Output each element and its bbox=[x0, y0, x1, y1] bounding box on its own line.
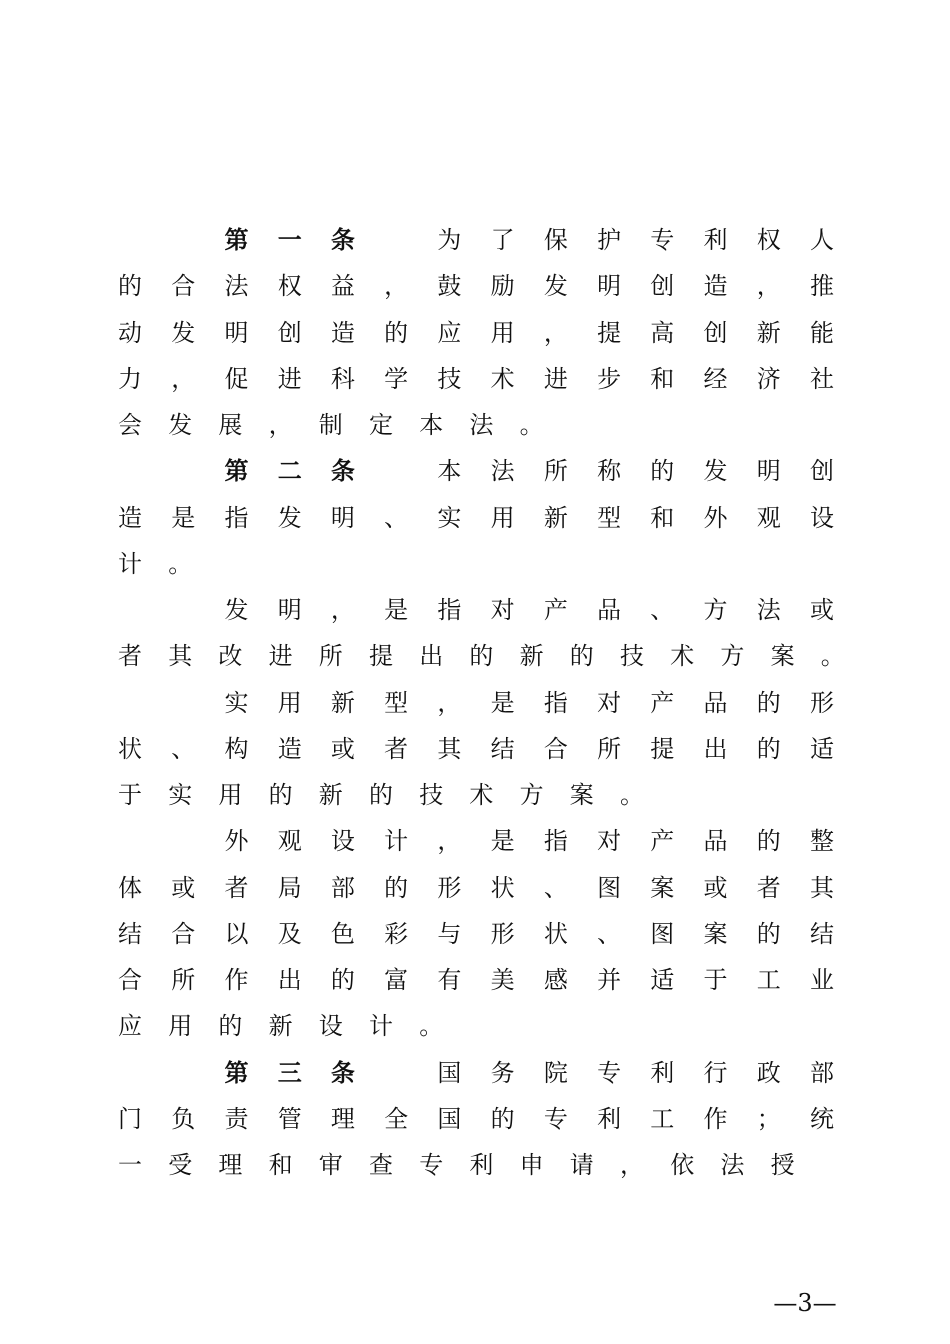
text-char: 品 bbox=[597, 596, 622, 624]
text-char: 所 bbox=[597, 734, 622, 763]
text-char: 应 bbox=[118, 1012, 142, 1041]
text-char: 授 bbox=[770, 1151, 795, 1179]
text-char: 者 bbox=[224, 873, 249, 902]
text-char: 、 bbox=[384, 503, 409, 532]
text-char: 政 bbox=[756, 1058, 781, 1087]
text-char: 造 bbox=[330, 318, 355, 347]
text-line bbox=[0, 502, 950, 548]
text-char: ， bbox=[437, 827, 462, 856]
text-char: 行 bbox=[703, 1058, 728, 1087]
text-line bbox=[0, 1057, 950, 1103]
text-char: 国 bbox=[437, 1104, 462, 1133]
text-char: 观 bbox=[756, 503, 781, 532]
text-char: 出 bbox=[703, 734, 728, 763]
text-char: 工 bbox=[650, 1104, 675, 1133]
text-char: 专 bbox=[543, 1104, 568, 1133]
text-line bbox=[0, 825, 950, 871]
text-char: ， bbox=[543, 318, 568, 347]
text-char: 品 bbox=[703, 827, 728, 856]
text-char: 图 bbox=[650, 919, 675, 948]
text-line bbox=[0, 363, 950, 409]
text-char: 结 bbox=[490, 734, 515, 763]
text-char: 的 bbox=[268, 781, 293, 809]
text-char: 、 bbox=[543, 873, 568, 902]
text-char: 明 bbox=[224, 318, 249, 347]
article-heading-char: 二 bbox=[277, 457, 302, 486]
text-char: 的 bbox=[218, 1012, 243, 1041]
text-char: 案 bbox=[650, 873, 675, 902]
text-char: 所 bbox=[543, 457, 568, 486]
text-line bbox=[0, 409, 950, 455]
text-line bbox=[0, 455, 950, 501]
text-char: 与 bbox=[437, 919, 462, 948]
text-char: 指 bbox=[224, 503, 249, 532]
text-char: 务 bbox=[490, 1058, 515, 1087]
text-char: 并 bbox=[597, 966, 622, 994]
article-heading-char: 条 bbox=[330, 1058, 355, 1087]
text-char: 合 bbox=[543, 734, 568, 763]
text-char: 和 bbox=[650, 364, 675, 393]
text-char: 和 bbox=[268, 1151, 293, 1179]
text-char: 者 bbox=[118, 642, 142, 671]
text-char: 本 bbox=[419, 411, 444, 439]
text-char: 的 bbox=[384, 318, 409, 347]
text-line bbox=[0, 270, 950, 316]
text-char: 的 bbox=[490, 1104, 515, 1133]
text-char: 护 bbox=[597, 226, 622, 254]
text-char: 应 bbox=[437, 318, 462, 347]
text-char: 用 bbox=[168, 1012, 193, 1041]
text-char: 权 bbox=[756, 226, 781, 254]
text-char: 创 bbox=[277, 318, 302, 347]
text-char: 发 bbox=[171, 318, 196, 347]
article-heading-char: 第 bbox=[224, 1058, 249, 1087]
text-char: 进 bbox=[268, 642, 293, 671]
text-char: 设 bbox=[810, 503, 834, 532]
text-char: 者 bbox=[756, 873, 781, 902]
text-char: 。 bbox=[419, 1012, 444, 1041]
text-char: ， bbox=[756, 272, 781, 301]
text-line bbox=[0, 224, 950, 270]
text-char: 案 bbox=[770, 642, 795, 671]
text-char: 方 bbox=[703, 596, 728, 624]
text-char: 发 bbox=[543, 272, 568, 301]
text-char: 新 bbox=[268, 1012, 293, 1041]
text-char: 出 bbox=[419, 642, 444, 671]
text-char: 会 bbox=[118, 411, 142, 439]
article-heading-char: 第 bbox=[224, 457, 249, 486]
text-char: 学 bbox=[384, 364, 409, 393]
text-char: 局 bbox=[277, 873, 302, 902]
text-char: 对 bbox=[490, 596, 515, 624]
text-char: 计 bbox=[369, 1012, 393, 1041]
article-heading-char: 三 bbox=[277, 1058, 302, 1087]
text-char: 部 bbox=[330, 873, 355, 902]
text-char: 。 bbox=[168, 549, 193, 578]
text-line bbox=[0, 548, 950, 594]
text-char: 推 bbox=[810, 272, 834, 301]
text-char: 者 bbox=[384, 734, 409, 763]
text-char: 。 bbox=[519, 411, 544, 439]
text-char: 及 bbox=[277, 919, 302, 948]
text-char: 。 bbox=[820, 642, 845, 671]
text-char: 对 bbox=[597, 827, 622, 856]
text-char: 的 bbox=[330, 966, 355, 994]
text-char: 科 bbox=[330, 364, 355, 393]
text-char: ， bbox=[620, 1151, 644, 1179]
page-number: —3— bbox=[773, 1289, 837, 1317]
text-line bbox=[0, 964, 950, 1010]
text-char: 富 bbox=[384, 966, 409, 994]
text-char: 作 bbox=[224, 966, 249, 994]
text-char: 观 bbox=[277, 827, 302, 856]
text-char: 方 bbox=[519, 781, 544, 809]
text-char: 利 bbox=[650, 1058, 675, 1087]
text-char: 的 bbox=[756, 827, 781, 856]
text-char: 用 bbox=[490, 318, 515, 347]
text-char: 设 bbox=[330, 827, 355, 856]
text-char: 所 bbox=[318, 642, 343, 671]
text-line bbox=[0, 779, 950, 825]
text-char: 指 bbox=[543, 688, 568, 717]
text-char: 提 bbox=[369, 642, 393, 671]
text-char: 的 bbox=[469, 642, 494, 671]
text-char: 促 bbox=[224, 364, 249, 393]
text-char: 部 bbox=[810, 1058, 834, 1087]
text-char: 色 bbox=[330, 919, 355, 948]
text-char: 的 bbox=[756, 734, 781, 763]
text-char: 业 bbox=[810, 966, 834, 994]
text-char: 法 bbox=[490, 457, 515, 486]
text-char: 形 bbox=[490, 919, 515, 948]
text-char: 动 bbox=[118, 318, 142, 347]
text-line bbox=[0, 594, 950, 640]
text-char: 案 bbox=[569, 781, 594, 809]
text-char: 技 bbox=[620, 642, 644, 671]
text-char: 经 bbox=[703, 364, 728, 393]
text-char: 创 bbox=[810, 457, 834, 486]
text-char: 整 bbox=[810, 827, 834, 856]
text-char: 适 bbox=[650, 966, 675, 994]
text-char: 专 bbox=[650, 226, 675, 254]
text-char: 负 bbox=[171, 1104, 196, 1133]
text-line bbox=[0, 872, 950, 918]
text-char: 为 bbox=[437, 226, 462, 254]
text-char: 高 bbox=[650, 318, 675, 347]
text-line bbox=[0, 1103, 950, 1149]
text-char: 审 bbox=[318, 1151, 343, 1179]
text-char: 明 bbox=[330, 503, 355, 532]
text-char: 技 bbox=[419, 781, 444, 809]
text-char: 产 bbox=[650, 827, 675, 856]
text-char: 发 bbox=[703, 457, 728, 486]
text-char: 彩 bbox=[384, 919, 409, 948]
text-char: 有 bbox=[437, 966, 462, 994]
text-char: 构 bbox=[224, 734, 249, 763]
text-line bbox=[0, 640, 950, 686]
text-char: 理 bbox=[218, 1151, 243, 1179]
text-char: 鼓 bbox=[437, 272, 462, 301]
text-char: 、 bbox=[597, 919, 622, 948]
text-char: 于 bbox=[703, 966, 728, 994]
text-char: 用 bbox=[490, 503, 515, 532]
text-char: 、 bbox=[171, 734, 196, 763]
text-char: 其 bbox=[810, 873, 834, 902]
article-heading-char: 条 bbox=[330, 457, 355, 486]
text-char: 院 bbox=[543, 1058, 568, 1087]
text-char: 外 bbox=[224, 827, 249, 856]
text-char: 利 bbox=[597, 1104, 622, 1133]
text-line bbox=[0, 918, 950, 964]
text-char: 法 bbox=[756, 596, 781, 624]
text-char: 以 bbox=[224, 919, 249, 948]
text-char: 统 bbox=[810, 1104, 834, 1133]
text-char: 或 bbox=[703, 873, 728, 902]
text-char: 展 bbox=[218, 411, 243, 439]
text-char: 专 bbox=[597, 1058, 622, 1087]
text-char: 请 bbox=[569, 1151, 594, 1179]
text-char: 管 bbox=[277, 1104, 302, 1133]
text-char: 是 bbox=[490, 827, 515, 856]
text-char: 济 bbox=[756, 364, 781, 393]
text-char: 的 bbox=[650, 457, 675, 486]
text-char: 提 bbox=[597, 318, 622, 347]
text-char: 责 bbox=[224, 1104, 249, 1133]
text-char: 状 bbox=[490, 873, 515, 902]
text-char: 新 bbox=[543, 503, 568, 532]
text-char: 设 bbox=[318, 1012, 343, 1041]
text-char: 发 bbox=[224, 596, 249, 624]
text-char: 查 bbox=[369, 1151, 393, 1179]
text-char: 实 bbox=[168, 781, 193, 809]
text-char: ， bbox=[171, 364, 196, 393]
text-char: 新 bbox=[519, 642, 544, 671]
text-char: 状 bbox=[543, 919, 568, 948]
text-char: 制 bbox=[318, 411, 343, 439]
text-char: 品 bbox=[703, 688, 728, 717]
text-char: 的 bbox=[756, 919, 781, 948]
text-char: 法 bbox=[720, 1151, 745, 1179]
text-char: 指 bbox=[437, 596, 462, 624]
text-char: 权 bbox=[277, 272, 302, 301]
text-char: 新 bbox=[330, 688, 355, 717]
text-char: 是 bbox=[171, 503, 196, 532]
text-char: 法 bbox=[224, 272, 249, 301]
article-heading-char: 第 bbox=[224, 226, 249, 254]
text-char: 所 bbox=[171, 966, 196, 994]
text-char: 术 bbox=[490, 364, 515, 393]
article-heading-char: 条 bbox=[330, 226, 355, 254]
text-char: 型 bbox=[384, 688, 409, 717]
text-char: 用 bbox=[218, 781, 243, 809]
text-char: 技 bbox=[437, 364, 462, 393]
text-char: 产 bbox=[650, 688, 675, 717]
text-char: 出 bbox=[277, 966, 302, 994]
text-char: 创 bbox=[650, 272, 675, 301]
text-char: 明 bbox=[756, 457, 781, 486]
text-char: 进 bbox=[543, 364, 568, 393]
text-char: 新 bbox=[318, 781, 343, 809]
text-char: 益 bbox=[330, 272, 355, 301]
text-char: 或 bbox=[810, 596, 834, 624]
text-char: 是 bbox=[490, 688, 515, 717]
text-char: 案 bbox=[703, 919, 728, 948]
text-char: 改 bbox=[218, 642, 243, 671]
text-char: 产 bbox=[543, 596, 568, 624]
text-char: 实 bbox=[437, 503, 462, 532]
text-char: 结 bbox=[118, 919, 142, 948]
text-char: 对 bbox=[597, 688, 622, 717]
text-char: 其 bbox=[437, 734, 462, 763]
text-char: 社 bbox=[810, 364, 834, 393]
text-char: 指 bbox=[543, 827, 568, 856]
text-line bbox=[0, 317, 950, 363]
text-char: 受 bbox=[168, 1151, 193, 1179]
text-char: 用 bbox=[277, 688, 302, 717]
text-char: 计 bbox=[384, 827, 409, 856]
text-char: 和 bbox=[650, 503, 675, 532]
text-char: 方 bbox=[720, 642, 745, 671]
text-char: 图 bbox=[597, 873, 622, 902]
text-char: 称 bbox=[597, 457, 622, 486]
text-char: 能 bbox=[810, 318, 834, 347]
text-char: 力 bbox=[118, 364, 142, 393]
text-char: 术 bbox=[469, 781, 494, 809]
text-char: 的 bbox=[384, 873, 409, 902]
text-char: 工 bbox=[756, 966, 781, 994]
text-char: 发 bbox=[277, 503, 302, 532]
text-char: 法 bbox=[469, 411, 494, 439]
text-char: ， bbox=[330, 596, 355, 624]
text-char: 形 bbox=[437, 873, 462, 902]
text-char: 利 bbox=[469, 1151, 494, 1179]
text-char: 结 bbox=[810, 919, 834, 948]
text-char: 全 bbox=[384, 1104, 409, 1133]
text-char: 状 bbox=[118, 734, 142, 763]
text-char: 一 bbox=[118, 1151, 142, 1179]
text-char: 发 bbox=[168, 411, 193, 439]
text-char: 创 bbox=[703, 318, 728, 347]
text-char: 。 bbox=[620, 781, 644, 809]
text-line bbox=[0, 687, 950, 733]
text-char: 人 bbox=[810, 226, 834, 254]
text-char: 感 bbox=[543, 966, 568, 994]
text-char: 步 bbox=[597, 364, 622, 393]
text-char: ， bbox=[437, 688, 462, 717]
text-char: 造 bbox=[703, 272, 728, 301]
text-char: 申 bbox=[519, 1151, 544, 1179]
text-char: 门 bbox=[118, 1104, 142, 1133]
text-char: 进 bbox=[277, 364, 302, 393]
text-line bbox=[0, 733, 950, 779]
text-char: 术 bbox=[670, 642, 695, 671]
text-char: 本 bbox=[437, 457, 462, 486]
text-char: 新 bbox=[756, 318, 781, 347]
text-char: 的 bbox=[756, 688, 781, 717]
text-char: 理 bbox=[330, 1104, 355, 1133]
text-char: 合 bbox=[118, 966, 142, 994]
text-char: 或 bbox=[330, 734, 355, 763]
text-char: 造 bbox=[118, 503, 142, 532]
text-char: 的 bbox=[569, 642, 594, 671]
text-char: ； bbox=[756, 1104, 781, 1133]
text-char: 利 bbox=[703, 226, 728, 254]
text-char: 适 bbox=[810, 734, 834, 763]
text-char: 作 bbox=[703, 1104, 728, 1133]
text-char: 其 bbox=[168, 642, 193, 671]
text-char: 外 bbox=[703, 503, 728, 532]
text-char: 计 bbox=[118, 549, 142, 578]
text-char: 形 bbox=[810, 688, 834, 717]
text-char: 体 bbox=[118, 873, 142, 902]
text-char: 提 bbox=[650, 734, 675, 763]
text-char: 的 bbox=[369, 781, 393, 809]
text-char: 美 bbox=[490, 966, 515, 994]
text-line bbox=[0, 1010, 950, 1056]
text-line bbox=[0, 1149, 950, 1195]
article-heading-char: 一 bbox=[277, 226, 302, 254]
text-char: 明 bbox=[597, 272, 622, 301]
text-char: 合 bbox=[171, 272, 196, 301]
text-char: 的 bbox=[118, 272, 142, 301]
text-char: 国 bbox=[437, 1058, 462, 1087]
text-char: 依 bbox=[670, 1151, 695, 1179]
text-char: 实 bbox=[224, 688, 249, 717]
text-char: ， bbox=[384, 272, 409, 301]
text-char: 型 bbox=[597, 503, 622, 532]
text-char: 或 bbox=[171, 873, 196, 902]
text-char: 保 bbox=[543, 226, 568, 254]
text-char: 了 bbox=[490, 226, 515, 254]
text-char: 励 bbox=[490, 272, 515, 301]
text-char: 是 bbox=[384, 596, 409, 624]
text-char: 、 bbox=[650, 596, 675, 624]
text-char: 专 bbox=[419, 1151, 444, 1179]
text-char: 定 bbox=[369, 411, 393, 439]
text-char: 于 bbox=[118, 781, 142, 809]
text-char: ， bbox=[268, 411, 293, 439]
text-char: 明 bbox=[277, 596, 302, 624]
text-char: 合 bbox=[171, 919, 196, 948]
text-char: 造 bbox=[277, 734, 302, 763]
